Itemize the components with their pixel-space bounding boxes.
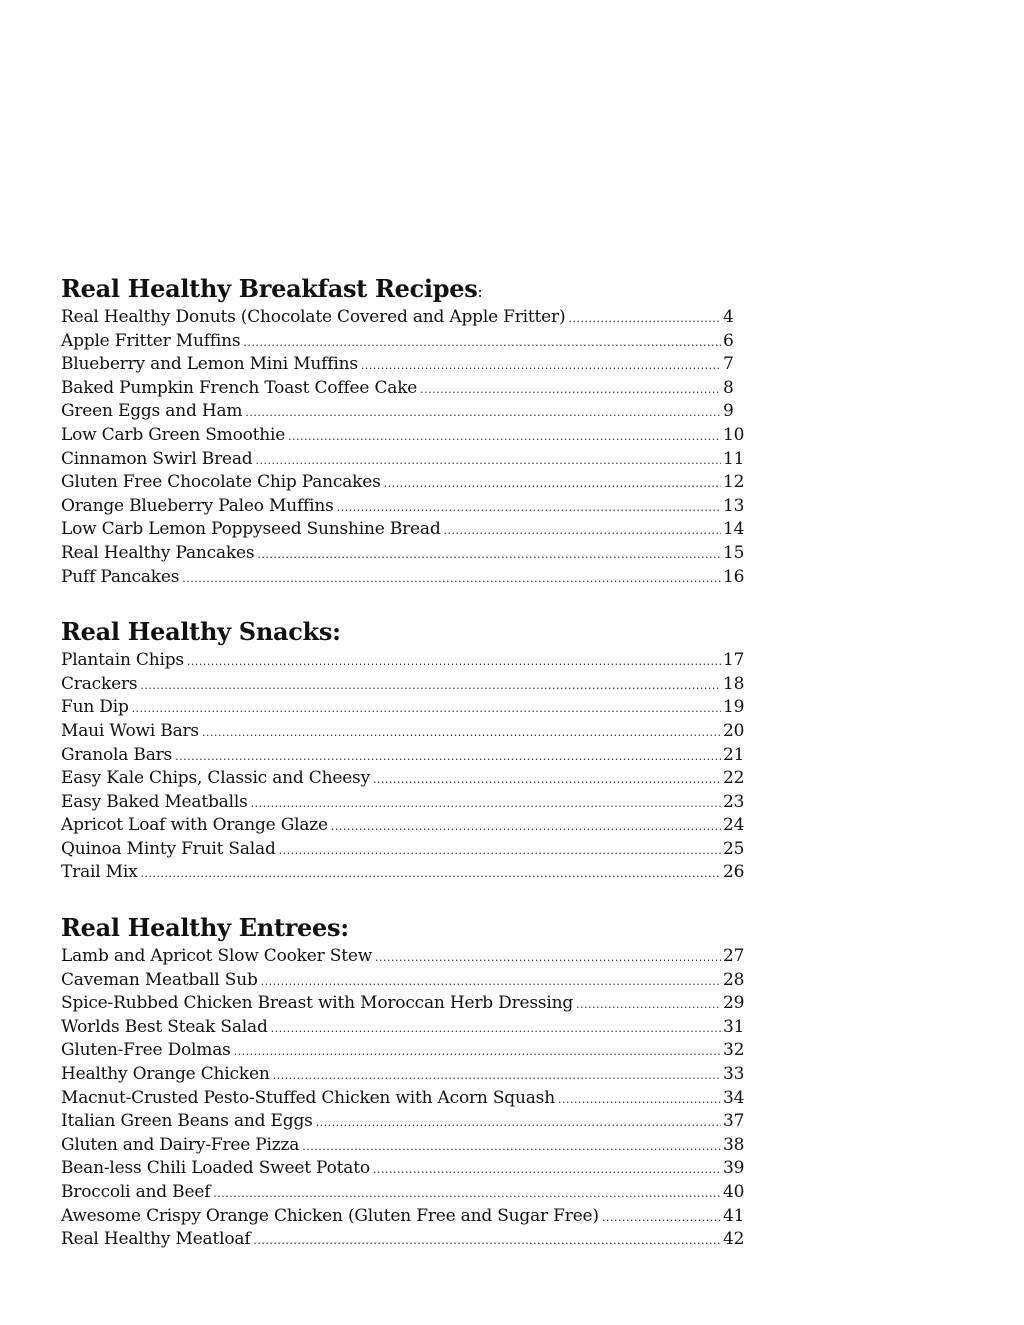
entry-page-number: 29 <box>723 993 745 1014</box>
dot-leader <box>140 674 721 698</box>
toc-entry[interactable] <box>61 791 745 815</box>
entry-page-number: 23 <box>723 791 745 812</box>
entry-page-number: 34 <box>723 1087 745 1108</box>
entry-page-number: 6 <box>723 330 734 351</box>
toc-entry[interactable] <box>61 673 745 697</box>
entry-title: Caveman Meatball Sub <box>61 969 258 990</box>
section-title: Real Healthy Snacks: <box>61 617 341 647</box>
entry-page-number: 24 <box>723 815 745 836</box>
dot-leader <box>279 839 721 863</box>
section-title: Real Healthy Breakfast Recipes <box>61 274 478 303</box>
entry-page-number: 27 <box>723 946 745 967</box>
entry-title: Healthy Orange Chicken <box>61 1064 270 1085</box>
entry-title: Easy Kale Chips, Classic and Cheesy <box>61 768 370 789</box>
toc-entry[interactable] <box>61 542 745 566</box>
toc-entry[interactable] <box>61 1134 745 1158</box>
dot-leader <box>558 1088 721 1112</box>
entry-page-number: 8 <box>723 377 734 398</box>
toc-entry[interactable] <box>61 814 745 838</box>
entry-title: Trail Mix <box>61 862 138 883</box>
entry-title: Gluten-Free Dolmas <box>61 1040 231 1061</box>
toc-entry[interactable] <box>61 1039 745 1063</box>
entry-page-number: 33 <box>723 1064 745 1085</box>
dot-leader <box>257 543 721 567</box>
dot-leader <box>245 401 721 425</box>
entry-page-number: 7 <box>723 354 734 375</box>
entry-page-number: 39 <box>723 1158 745 1179</box>
entry-title: Low Carb Green Smoothie <box>61 424 286 445</box>
section-entrees <box>61 911 745 1252</box>
toc-entry[interactable] <box>61 720 745 744</box>
entry-page-number: 13 <box>723 495 745 516</box>
toc-entry[interactable] <box>61 1087 745 1111</box>
toc-entry[interactable] <box>61 861 745 885</box>
table-of-contents <box>61 272 745 1252</box>
toc-entry[interactable] <box>61 945 745 969</box>
dot-leader <box>182 567 721 591</box>
entry-page-number: 28 <box>723 969 745 990</box>
toc-entry[interactable] <box>61 1110 745 1134</box>
entry-title: Crackers <box>61 673 138 694</box>
entry-list <box>61 306 745 589</box>
entry-page-number: 22 <box>723 768 745 789</box>
dot-leader <box>202 721 721 745</box>
section-snacks <box>61 615 745 885</box>
dot-leader <box>576 993 721 1017</box>
entry-title: Awesome Crispy Orange Chicken (Gluten Free and Sugar Free) <box>61 1205 599 1226</box>
toc-entry[interactable] <box>61 1063 745 1087</box>
entry-title: Gluten Free Chocolate Chip Pancakes <box>61 472 381 493</box>
entry-title: Quinoa Minty Fruit Salad <box>61 838 276 859</box>
toc-entry[interactable] <box>61 1181 745 1205</box>
entry-page-number: 41 <box>723 1205 745 1226</box>
entry-page-number: 31 <box>723 1016 745 1037</box>
entry-page-number: 26 <box>723 862 745 883</box>
toc-entry[interactable] <box>61 696 745 720</box>
entry-title: Plantain Chips <box>61 650 184 671</box>
toc-entry[interactable] <box>61 1205 745 1229</box>
entry-title: Low Carb Lemon Poppyseed Sunshine Bread <box>61 519 441 540</box>
dot-leader <box>187 650 721 674</box>
dot-leader <box>375 946 721 970</box>
toc-entry[interactable] <box>61 495 745 519</box>
dot-leader <box>302 1135 721 1159</box>
dot-leader <box>568 307 721 331</box>
entry-list <box>61 945 745 1252</box>
dot-leader <box>373 768 721 792</box>
entry-list <box>61 649 745 885</box>
entry-title: Macnut-Crusted Pesto-Stuffed Chicken with Acorn Squash <box>61 1087 555 1108</box>
entry-page-number: 37 <box>723 1111 745 1132</box>
entry-page-number: 42 <box>723 1229 745 1250</box>
dot-leader <box>273 1064 721 1088</box>
dot-leader <box>234 1040 721 1064</box>
entry-title: Granola Bars <box>61 744 173 765</box>
entry-page-number: 4 <box>723 307 734 327</box>
entry-page-number: 25 <box>723 838 745 859</box>
section-breakfast <box>61 272 745 589</box>
entry-title: Fun Dip <box>61 697 129 718</box>
dot-leader <box>420 378 721 402</box>
toc-entry[interactable] <box>61 838 745 862</box>
toc-entry[interactable] <box>61 448 745 472</box>
toc-entry[interactable] <box>61 424 745 448</box>
toc-entry[interactable] <box>61 649 745 673</box>
section-heading <box>61 615 745 649</box>
toc-entry[interactable] <box>61 353 745 377</box>
toc-entry[interactable] <box>61 1157 745 1181</box>
dot-leader <box>213 1182 721 1206</box>
entry-page-number: 19 <box>723 697 745 718</box>
dot-leader <box>141 862 721 886</box>
dot-leader <box>255 449 721 473</box>
entry-title: Blueberry and Lemon Mini Muffins <box>61 354 358 375</box>
entry-title: Italian Green Beans and Eggs <box>61 1111 313 1132</box>
entry-page-number: 20 <box>723 720 745 741</box>
entry-title: Real Healthy Meatloaf <box>61 1229 251 1250</box>
section-title: Real Healthy Entrees: <box>61 913 349 943</box>
dot-leader <box>316 1111 721 1135</box>
dot-leader <box>243 331 721 355</box>
toc-entry[interactable] <box>61 377 745 401</box>
dot-leader <box>331 815 721 839</box>
toc-entry[interactable] <box>61 518 745 542</box>
entry-page-number: 38 <box>723 1134 745 1155</box>
toc-entry[interactable] <box>61 1016 745 1040</box>
toc-entry[interactable] <box>61 992 745 1016</box>
entry-title: Cinnamon Swirl Bread <box>61 448 253 469</box>
entry-page-number: 12 <box>723 472 745 493</box>
dot-leader <box>602 1206 721 1230</box>
dot-leader <box>337 496 721 520</box>
section-title-suffix: : <box>477 282 483 301</box>
entry-title: Worlds Best Steak Salad <box>61 1016 268 1037</box>
entry-title: Real Healthy Donuts (Chocolate Covered and Apple Fritter) <box>61 307 566 327</box>
dot-leader <box>175 745 721 769</box>
entry-title: Baked Pumpkin French Toast Coffee Cake <box>61 377 418 398</box>
entry-page-number: 18 <box>723 673 745 694</box>
entry-page-number: 16 <box>723 566 745 587</box>
entry-page-number: 11 <box>723 448 745 469</box>
dot-leader <box>132 697 721 721</box>
dot-leader <box>361 354 721 378</box>
dot-leader <box>444 519 721 543</box>
section-heading <box>61 272 745 306</box>
entry-title: Apple Fritter Muffins <box>61 330 241 351</box>
entry-title: Orange Blueberry Paleo Muffins <box>61 495 334 516</box>
entry-page-number: 17 <box>723 650 745 671</box>
entry-title: Green Eggs and Ham <box>61 401 243 422</box>
entry-title: Bean-less Chili Loaded Sweet Potato <box>61 1158 370 1179</box>
entry-title: Spice-Rubbed Chicken Breast with Moroccan Herb Dressing <box>61 993 574 1014</box>
toc-entry[interactable] <box>61 306 745 330</box>
entry-page-number: 15 <box>723 542 745 563</box>
toc-entry[interactable] <box>61 471 745 495</box>
entry-title: Gluten and Dairy-Free Pizza <box>61 1134 300 1155</box>
entry-page-number: 10 <box>723 424 745 445</box>
dot-leader <box>261 970 721 994</box>
toc-entry[interactable] <box>61 400 745 424</box>
entry-page-number: 21 <box>723 744 745 765</box>
toc-entry[interactable] <box>61 1228 745 1252</box>
entry-title: Broccoli and Beef <box>61 1182 211 1202</box>
dot-leader <box>373 1158 721 1182</box>
toc-entry[interactable] <box>61 566 745 590</box>
entry-page-number: 40 <box>723 1182 745 1202</box>
entry-page-number: 9 <box>723 401 734 422</box>
dot-leader <box>288 425 721 449</box>
dot-leader <box>251 792 721 816</box>
entry-title: Easy Baked Meatballs <box>61 791 248 812</box>
entry-title: Real Healthy Pancakes <box>61 542 255 563</box>
dot-leader <box>271 1017 721 1041</box>
section-heading <box>61 911 745 945</box>
toc-entry[interactable] <box>61 969 745 993</box>
dot-leader <box>384 472 721 496</box>
entry-title: Puff Pancakes <box>61 566 180 587</box>
toc-entry[interactable] <box>61 744 745 768</box>
entry-page-number: 14 <box>723 519 745 540</box>
entry-page-number: 32 <box>723 1040 745 1061</box>
toc-entry[interactable] <box>61 767 745 791</box>
dot-leader <box>253 1229 721 1253</box>
entry-title: Lamb and Apricot Slow Cooker Stew <box>61 946 373 967</box>
toc-entry[interactable] <box>61 330 745 354</box>
entry-title: Apricot Loaf with Orange Glaze <box>61 815 328 836</box>
entry-title: Maui Wowi Bars <box>61 720 199 741</box>
